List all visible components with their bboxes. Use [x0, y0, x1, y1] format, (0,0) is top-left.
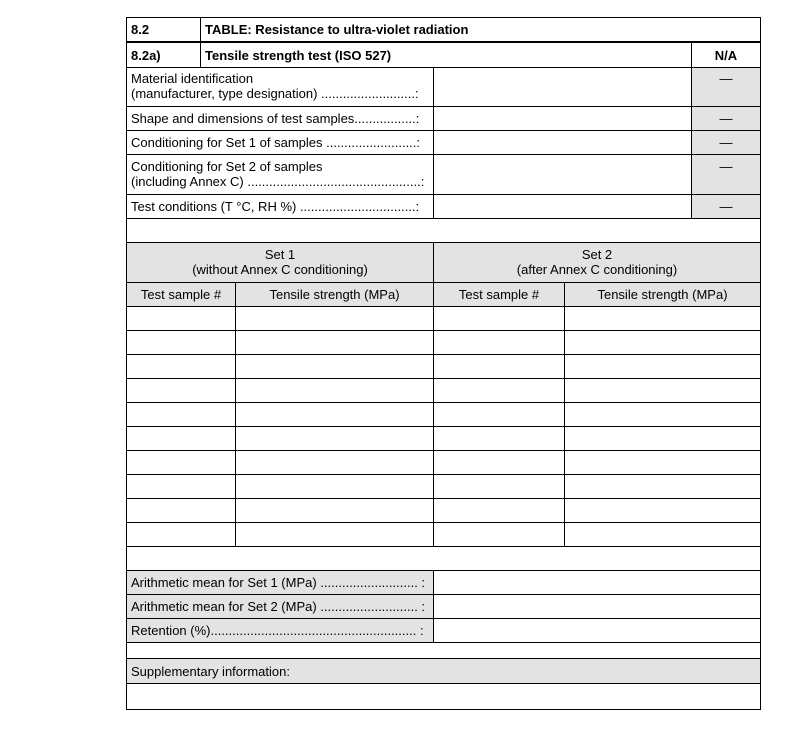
info-label-material-line2: (manufacturer, type designation) ..........................: — [131, 86, 419, 101]
set1-header — [127, 247, 433, 281]
verdict-test-conditions: — — [719, 199, 733, 214]
set2-header — [434, 247, 760, 281]
verdict-conditioning-set2: — — [719, 159, 733, 174]
subsection-number: 8.2a) — [131, 47, 161, 63]
col-header-set1-tensile: Tensile strength (MPa) — [269, 287, 400, 302]
info-label-material — [127, 71, 433, 105]
supplementary-label: Supplementary information: — [131, 663, 290, 679]
mean-set1-label: Arithmetic mean for Set 1 (MPa) ........................... : — [131, 575, 426, 590]
set2-subtitle: (after Annex C conditioning) — [516, 262, 678, 277]
set2-title: Set 2 — [581, 247, 613, 262]
subsection-title: Tensile strength test (ISO 527) — [205, 47, 392, 63]
info-label-conditioning-set2-line1: Conditioning for Set 2 of samples — [131, 159, 323, 174]
col-header-set2-sample: Test sample # — [458, 287, 540, 302]
verdict-material: — — [719, 71, 733, 86]
info-label-conditioning-set1: Conditioning for Set 1 of samples .........................: — [131, 135, 421, 150]
info-label-conditioning-set2 — [127, 159, 433, 193]
col-header-set2-tensile: Tensile strength (MPa) — [597, 287, 728, 302]
section-title: TABLE: Resistance to ultra-violet radiation — [205, 22, 469, 37]
col-header-set1-sample: Test sample # — [140, 287, 222, 302]
set1-subtitle: (without Annex C conditioning) — [192, 262, 368, 277]
info-label-conditioning-set2-line2: (including Annex C) ................................................: — [131, 174, 425, 189]
mean-set2-label: Arithmetic mean for Set 2 (MPa) ........................... : — [131, 599, 426, 614]
retention-label: Retention (%)......................................................... : — [131, 623, 424, 638]
verdict-shape: — — [719, 111, 733, 126]
info-label-material-line1: Material identification — [131, 71, 254, 86]
set1-title: Set 1 — [264, 247, 296, 262]
verdict-header: N/A — [714, 47, 738, 63]
info-label-test-conditions: Test conditions (T °C, RH %) ................................: — [131, 199, 420, 214]
info-label-shape: Shape and dimensions of test samples.................: — [131, 111, 420, 126]
section-number: 8.2 — [131, 22, 150, 37]
verdict-conditioning-set1: — — [719, 135, 733, 150]
